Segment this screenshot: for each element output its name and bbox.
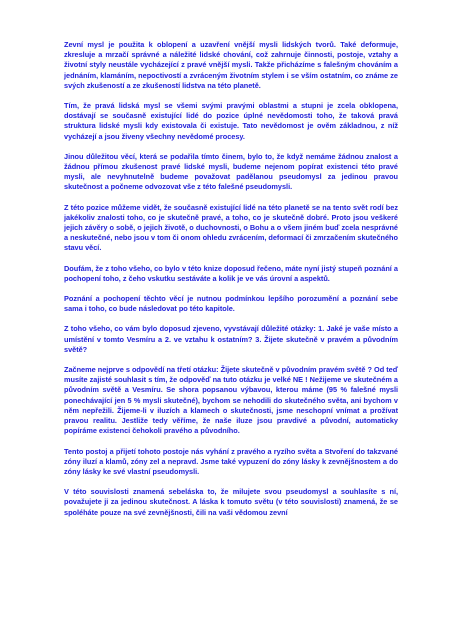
paragraph: V této souvislosti znamená sebeláska to, že milujete svou pseudomysl a souhlasíte s ní, považujete ji za jedinou skutečnost. A láska k tomuto světu (v této souvislosti) znamená, že se spoléháte pouze na své zevnějšnosti, čili na vaši vědomou zevní — [64, 487, 398, 517]
paragraph: Doufám, že z toho všeho, co bylo v této knize doposud řečeno, máte nyní jistý stupeň poznání a pochopení toho, z čeho vskutku sestáváte a kolik je ve vás úrovní a aspektů. — [64, 263, 398, 283]
paragraph: Z toho všeho, co vám bylo doposud zjeveno, vyvstávají důležité otázky: 1. Jaké je vaše místo a umístění v tomto Vesmíru a 2. ve vztahu k ostatním? 3. Žijete skutečně v pravém a původním světě? — [64, 324, 398, 354]
paragraph: Jinou důležitou věcí, která se podařila tímto činem, bylo to, že když nemáme žádnou znalost a žádnou přímou zkušenost pravé lidské mysli, budeme nejenom popírat existenci této pravé mysli, ale nevyhnutelně budeme považovat padělanou pseudomysl za jedinou pravou skutečnost a počneme odvozovat vše z této falešné pseudomysli. — [64, 151, 398, 192]
paragraph: Začneme nejprve s odpovědí na třetí otázku: Žijete skutečně v původním pravém světě ? Od teď musíte zajisté souhlasit s tím, že odpověď na tuto otázku je velké NE ! Nežijeme ve skutečném a původním světě a Vesmíru. Se shora popsanou výbavou, kterou máme (95 % falešné mysli ponechávající jen 5 % mysli skutečné), bychom se nehodili do skutečného světa, ani bychom v něm nepřežili. Žijeme-li v iluzích a klamech o skutečnosti, jsme neschopní vnímat a prožívat pravou realitu. Jestliže tedy věříme, že naše iluze jsou pravdivé a původní, automaticky popíráme existenci čehokoli pravého a původního. — [64, 365, 398, 436]
paragraph: Poznání a pochopení těchto věcí je nutnou podmínkou lepšího porozumění a poznání sebe sama i toho, co bude následovat po této kapitole. — [64, 294, 398, 314]
paragraph: Z této pozice můžeme vidět, že současně existující lidé na této planetě se na tento svět rodí bez jakékoliv znalosti toho, co je skutečně pravé, a toho, co je skutečně dobré. Proto jsou veškeré jejich závěry o sobě, o jejich životě, o duchovnosti, o Bohu a o všem jiném buď zcela nesprávné a neskutečné, nebo jsou v tom či onom ohledu zvrácením, deformací či zmrzačením skutečného stavu věcí. — [64, 202, 398, 253]
paragraph: Tento postoj a přijetí tohoto postoje nás vyhání z pravého a ryzího světa a Stvoření do takzvané zóny iluzí a klamů, zóny zel a nepravd. Jsme také vypuzení do zóny lásky k zevnějšnostem a do zóny lásky ke své vlastní pseudomysli. — [64, 446, 398, 476]
paragraph: Zevní mysl je použita k oblopení a uzavření vnější mysli lidských tvorů. Také deformuje, zkresluje a mrzačí správné a náležité lidské chování, což zahrnuje činnosti, postoje, vztahy a životní styly neustále vycházející z pravé vnější mysli. Takže přicházíme s falešným chováním a jednáním, klamáním, nepoctivostí a zvráceným životním stylem i se vším ostatním, co známe ze svých zkušeností a ze zkušeností lidstva na této planetě. — [64, 40, 398, 90]
document-page — [64, 40, 398, 528]
paragraph: Tím, že pravá lidská mysl se všemi svými pravými oblastmi a stupni je zcela obklopena, dostávají se současně existující lidé do pozice úplné nevědomosti toho, že taková pravá struktura lidské mysli kdy existovala či existuje. Tato nevědomost je ověm základnou, z níž vycházejí a jsou živeny všechny nevědomé procesy. — [64, 101, 398, 141]
